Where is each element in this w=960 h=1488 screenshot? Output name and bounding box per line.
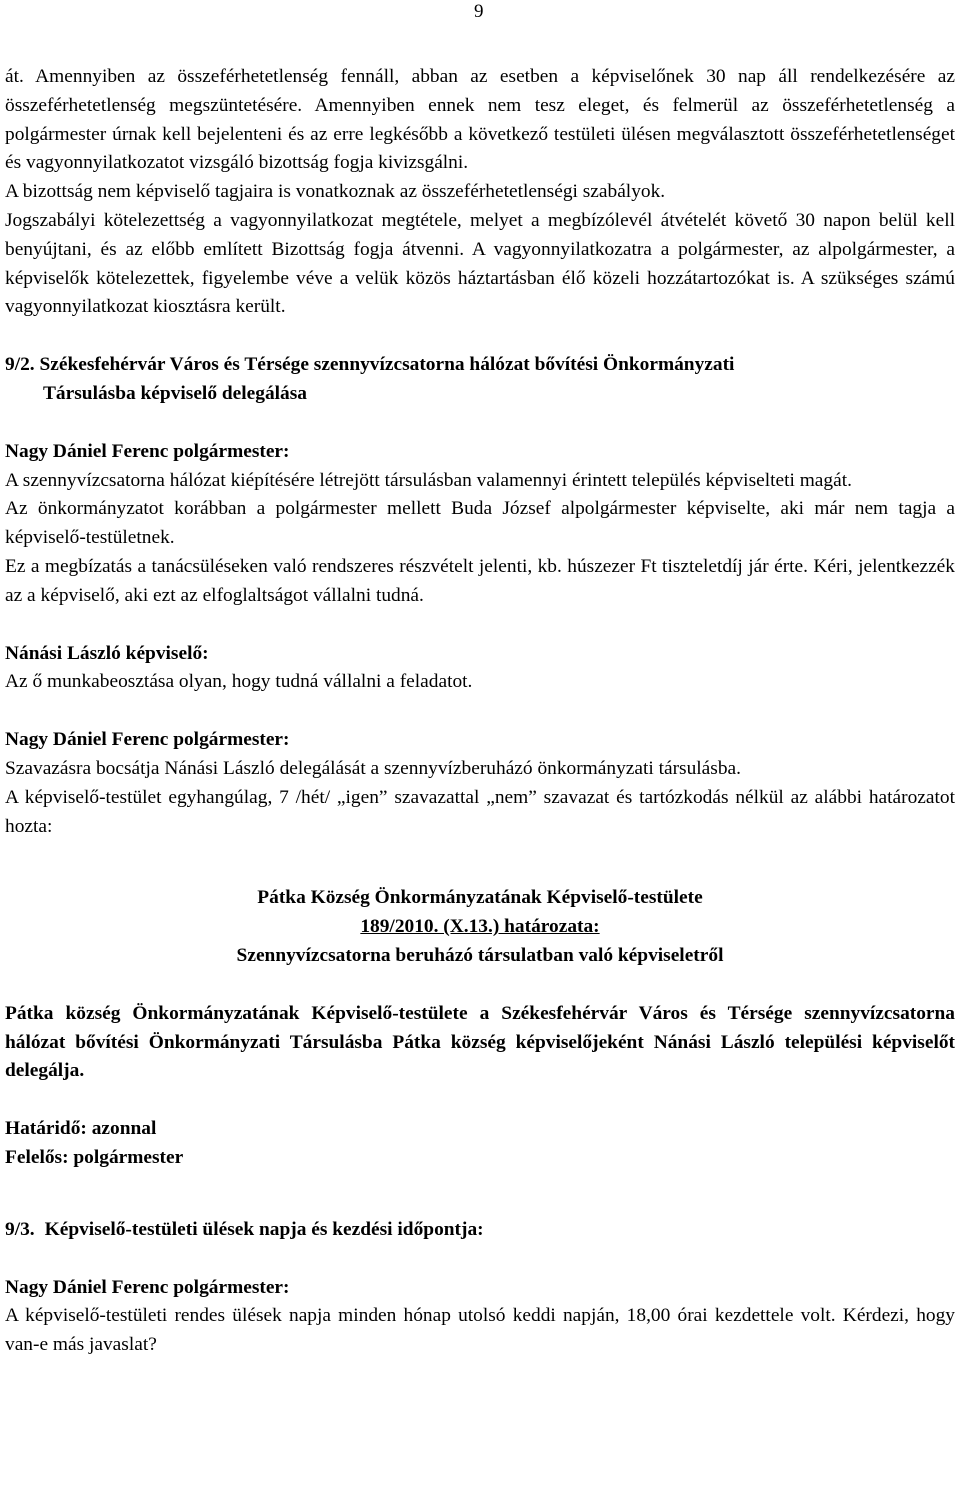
agenda-item-2-heading: [5, 351, 955, 380]
document-body: [5, 63, 955, 1360]
mayor-statement-1: A szennyvízcsatorna hálózat kiépítésére létrejött társulásban valamennyi érintett település képviselteti magát.: [5, 469, 852, 491]
intro-paragraph-1: át. Amennyiben az összeférhetetlenség fennáll, abban az esetben a képviselőnek 30 nap áll rendelkezésére az összeférhetetlenség megszüntetésére. Amennyiben ennek nem tesz eleget, és felmerül az összeférhetetlenség a polgármester úrnak kell bejelenteni és az erre legkésőbb a következő testületi ülésen megválasztott összeférhetetlenséget és vagyonnyilatkozatot vizsgáló bizottság fogja kivizsgálni.: [5, 66, 955, 174]
agenda-item-3-title: Képviselő-testületi ülések napja és kezdési időpontja:: [44, 1218, 484, 1240]
agenda-item-3-heading: [5, 1216, 955, 1245]
resolution-number: [5, 913, 955, 942]
resolution-deadline: Határidő: azonnal: [5, 1118, 157, 1140]
resolution-number-text: 189/2010. (X.13.) határozata:: [360, 916, 600, 938]
mayor-vote-call: Szavazásra bocsátja Nánási László delegálását a szennyvízberuházó önkormányzati társulásba.: [5, 757, 741, 779]
speaker-representative: Nánási László képviselő:: [5, 642, 209, 664]
mayor-statement-meetings: A képviselő-testületi rendes ülések napja minden hónap utolsó keddi napján, 18,00 órai kezdettele volt. Kérdezi, hogy van-e más javaslat?: [5, 1305, 955, 1356]
vote-result: A képviselő-testület egyhangúlag, 7 /hét/ „igen” szavazattal „nem” szavazat és tartózkodás nélkül az alábbi határozatot hozta:: [5, 786, 955, 837]
resolution-body: Pátka Község Önkormányzatának Képviselő-testülete: [257, 887, 703, 909]
speaker-mayor-2: Nagy Dániel Ferenc polgármester:: [5, 729, 290, 751]
mayor-statement-3: Ez a megbízatás a tanácsüléseken való rendszeres részvételt jelenti, kb. húszezer Ft tiszteletdíj jár érte. Kéri, jelentkezzék az a képviselő, aki ezt az elfoglaltságot vállalni tudná.: [5, 555, 955, 606]
resolution-title: Szennyvízcsatorna beruházó társulatban való képviseletről: [236, 944, 724, 966]
page-number: 9: [474, 1, 484, 22]
intro-paragraph-3: Jogszabályi kötelezettség a vagyonnyilatkozat megtétele, melyet a megbízólevél átvételét követő 30 napon belül kell benyújtani, és az előbb említett Bizottság fogja átvenni. A vagyonnyilatkozatra a polgármester, az alpolgármester, a képviselők kötelezettek, figyelembe véve a velük közös háztartásban élő közeli hozzátartozókat is. A szükséges számú vagyonnyilatkozat kiosztásra került.: [5, 209, 955, 318]
speaker-mayor-3: Nagy Dániel Ferenc polgármester:: [5, 1276, 290, 1298]
agenda-item-2-number: 9/2.: [5, 354, 35, 376]
resolution-responsible: Felelős: polgármester: [5, 1146, 184, 1168]
mayor-statement-2: Az önkormányzatot korábban a polgármester mellett Buda József alpolgármester képviselte, aki már nem tagja a képviselő-testületnek.: [5, 498, 955, 549]
agenda-item-2-title-line2: Társulásba képviselő delegálása: [43, 382, 307, 404]
speaker-mayor-1: Nagy Dániel Ferenc polgármester:: [5, 440, 290, 462]
intro-paragraph-2: A bizottság nem képviselő tagjaira is vonatkoznak az összeférhetetlenségi szabályok.: [5, 181, 666, 203]
resolution-text: Pátka község Önkormányzatának Képviselő-testülete a Székesfehérvár Város és Térsége szennyvízcsatorna hálózat bővítési Önkormányzati Társulásba Pátka község képviselőjeként Nánási László települési képviselőt delegálja.: [5, 1002, 955, 1082]
agenda-item-3-number: 9/3.: [5, 1218, 35, 1240]
agenda-item-2-title-line1: Székesfehérvár Város és Térsége szennyvízcsatorna hálózat bővítési Önkormányzati: [39, 354, 735, 376]
representative-statement: Az ő munkabeosztása olyan, hogy tudná vállalni a feladatot.: [5, 671, 473, 693]
